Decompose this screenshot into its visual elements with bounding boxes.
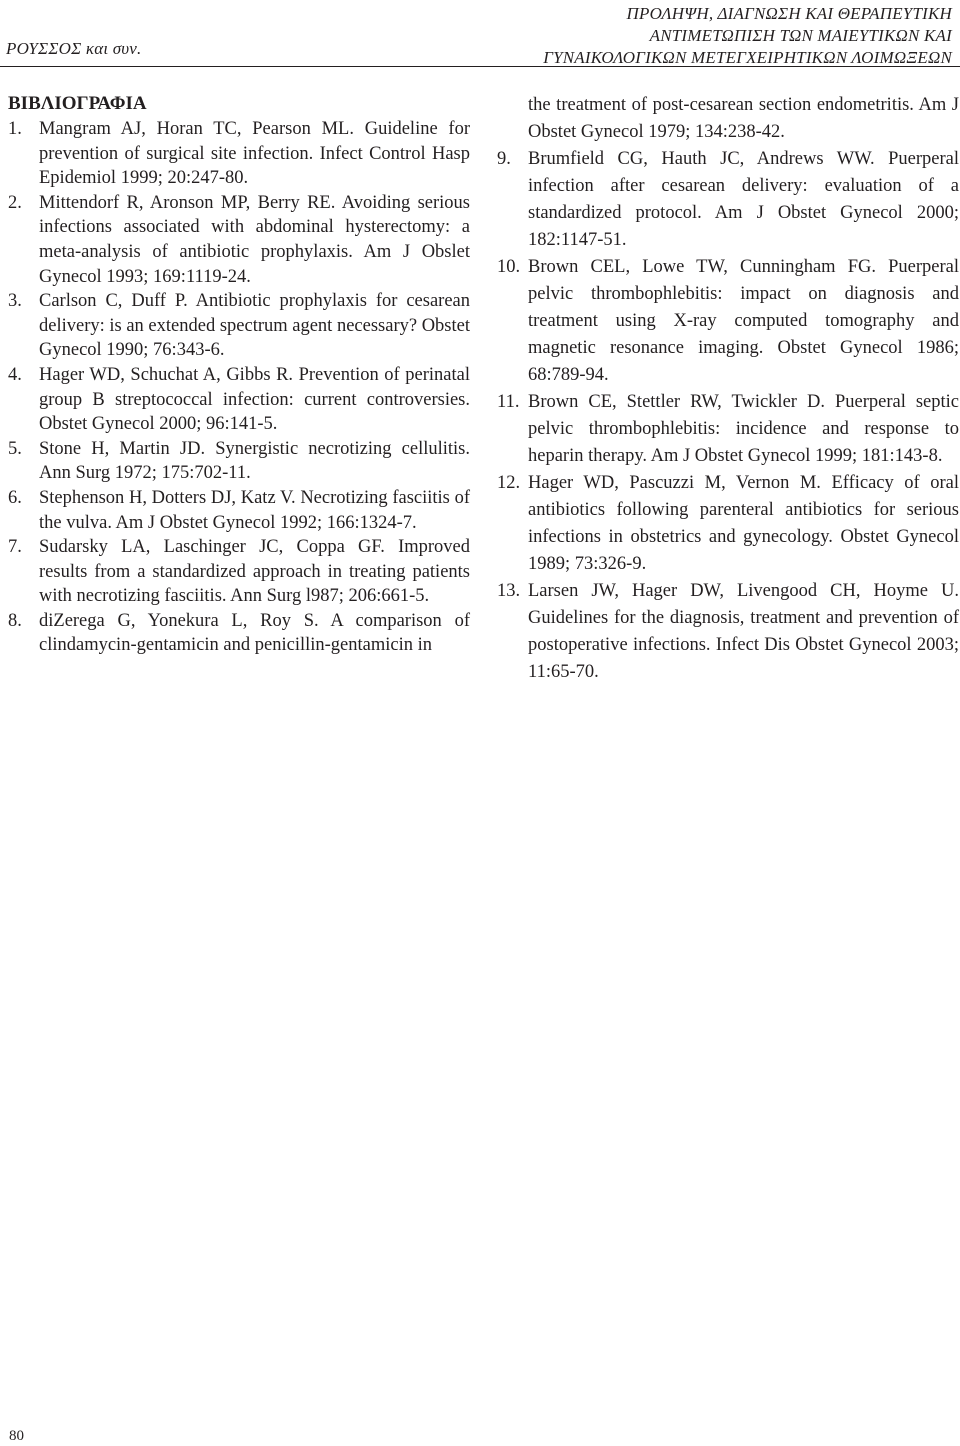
header-divider <box>0 66 960 67</box>
reference-number: 3. <box>8 291 22 312</box>
reference-text: Brumfield CG, Hauth JC, Andrews WW. Puerperal infection after cesarean delivery: evaluation of a standardized protocol. Am J Obstet Gynecol 2000; 182:1147-51. <box>528 149 959 250</box>
reference-number: 5. <box>8 438 22 459</box>
reference-number: 7. <box>8 537 22 558</box>
reference-item <box>497 470 959 578</box>
reference-text: Carlson C, Duff P. Antibiotic prophylaxis for cesarean delivery: is an extended spectrum agent necessary? Obstet Gynecol 1990; 76:343-6. <box>39 291 470 361</box>
reference-item <box>497 578 959 686</box>
reference-text: Brown CEL, Lowe TW, Cunningham FG. Puerperal pelvic thrombophlebitis: impact on diagnosis and treatment using X-ray computed tomography and magnetic resonance imaging. Obstet Gynecol 1986; 68:789-94. <box>528 257 959 385</box>
reference-number: 11. <box>497 392 520 412</box>
reference-item <box>8 437 470 486</box>
reference-text: diZerega G, Yonekura L, Roy S. A comparison of clindamycin-gentamicin and penicillin-gentamicin in <box>39 610 470 656</box>
bibliography-heading: ΒΙΒΛΙΟΓΡΑΦΙΑ <box>8 93 147 114</box>
reference-text: Stone H, Martin JD. Synergistic necrotizing cellulitis. Ann Surg 1972; 175:702-11. <box>39 438 470 484</box>
reference-text: Larsen JW, Hager DW, Livengood CH, Hoyme U. Guidelines for the diagnosis, treatment and prevention of postoperative infections. Infect Dis Obstet Gynecol 2003; 11:65-70. <box>528 581 959 682</box>
reference-number: 9. <box>497 149 511 169</box>
reference-number: 10. <box>497 257 521 277</box>
reference-item <box>8 609 470 658</box>
reference-text: Sudarsky LA, Laschinger JC, Coppa GF. Improved results from a standardized approach in treating patients with necrotizing fasciitis. Ann Surg l987; 206:661-5. <box>39 537 470 607</box>
reference-number: 8. <box>8 610 22 631</box>
reference-item <box>497 254 959 389</box>
reference-text: Hager WD, Pascuzzi M, Vernon M. Efficacy of oral antibiotics following parenteral antibiotics for serious infections in obstetrics and gynecology. Obstet Gynecol 1989; 73:326-9. <box>528 473 959 574</box>
running-header-line: ΓΥΝΑΙΚΟΛΟΓΙΚΩΝ ΜΕΤΕΓΧΕΙΡΗΤΙΚΩΝ ΛΟΙΜΩΞΕΩΝ <box>543 48 952 67</box>
reference-number: 2. <box>8 192 22 213</box>
reference-text: Mittendorf R, Aronson MP, Berry RE. Avoiding serious infections associated with abdominal hysterectomy: a meta-analysis of antibiotic prophylaxis. Am J Obslet Gynecol 1993; 169:1119-24. <box>39 192 470 287</box>
reference-text: Mangram AJ, Horan TC, Pearson ML. Guideline for prevention of surgical site infection. Infect Control Hasp Epidemiol 1999; 20:247-80. <box>39 119 470 189</box>
reference-item <box>8 191 470 289</box>
running-header-line: ΑΝΤΙΜΕΤΩΠΙΣΗ ΤΩΝ ΜΑΙΕΥΤΙΚΩΝ ΚΑΙ <box>649 26 952 45</box>
references-left-column <box>8 92 470 658</box>
running-header-line: ΠΡΟΛΗΨΗ, ΔΙΑΓΝΩΣΗ ΚΑΙ ΘΕΡΑΠΕΥΤΙΚΗ <box>626 4 952 23</box>
reference-number: 1. <box>8 119 22 139</box>
reference-number: 12. <box>497 473 521 493</box>
reference-item <box>8 486 470 535</box>
references-right-column <box>497 92 959 686</box>
running-header-title <box>543 3 952 69</box>
reference-number: 13. <box>497 581 521 601</box>
reference-number: 6. <box>8 487 22 508</box>
reference-text: Stephenson H, Dotters DJ, Katz V. Necrotizing fasciitis of the vulva. Am J Obstet Gynecol 1992; 166:1324-7. <box>39 487 470 533</box>
reference-item <box>497 389 959 470</box>
reference-continuation <box>497 92 959 146</box>
reference-item <box>8 535 470 609</box>
reference-item <box>8 117 470 191</box>
running-header-authors: ΡΟΥΣΣΟΣ και συν. <box>6 39 142 58</box>
reference-item <box>8 363 470 437</box>
page-number: 80 <box>9 1428 24 1444</box>
reference-text: Brown CE, Stettler RW, Twickler D. Puerperal septic pelvic thrombophlebitis: incidence and response to heparin therapy. Am J Obstet Gynecol 1999; 181:143-8. <box>528 392 959 466</box>
reference-text: the treatment of post-cesarean section endometritis. Am J Obstet Gynecol 1979; 134:238-42. <box>528 95 959 142</box>
reference-item <box>8 289 470 363</box>
reference-text: Hager WD, Schuchat A, Gibbs R. Prevention of perinatal group B streptococcal infection: current controversies. Obstet Gynecol 2000; 96:141-5. <box>39 364 470 435</box>
reference-number: 4. <box>8 364 22 385</box>
reference-item <box>497 146 959 254</box>
